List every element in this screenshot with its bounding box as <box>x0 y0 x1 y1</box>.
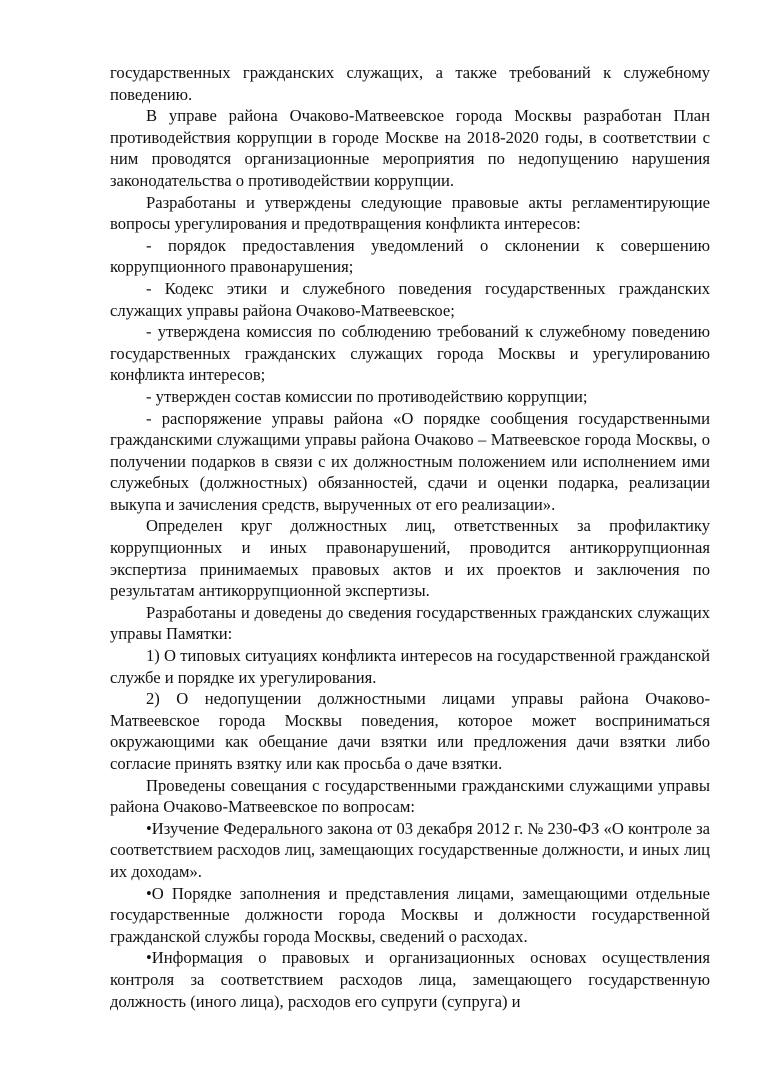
paragraph-12: 2) О недопущении должностными лицами управы района Очаково-Матвеевское города Москвы поведения, которое может восприниматься окружающими как обещание дачи взятки или предложения дачи взятки либо согласие принять взятку или как просьба о даче взятки. <box>110 689 710 773</box>
paragraph-5: - Кодекс этики и служебного поведения государственных гражданских служащих управы района Очаково-Матвеевское; <box>110 278 710 320</box>
paragraph-7: - утвержден состав комиссии по противодействию коррупции; <box>146 386 588 406</box>
paragraph-3: Разработаны и утверждены следующие правовые акты регламентирующие вопросы урегулирования и предотвращения конфликта интересов: <box>110 192 710 234</box>
paragraph-2: В управе района Очаково-Матвеевское города Москвы разработан План противодействия коррупции в городе Москве на 2018-2020 годы, в соответствии с ним проводятся организационные мероприятия по недопущению нарушения законодательства о противодействии коррупции. <box>110 106 710 190</box>
paragraph-10: Разработаны и доведены до сведения государственных гражданских служащих управы Памятки: <box>110 602 710 644</box>
paragraph-8: - распоряжение управы района «О порядке сообщения государственными гражданскими служащими управы района Очаково – Матвеевское города Москвы, о получении подарков в связи с их должностным положением или исполнением ими служебных (должностных) обязанностей, сдачи и оценки подарка, реализации выкупа и зачисления средств, вырученных от его реализации». <box>110 408 710 514</box>
paragraph-16: •Информация о правовых и организационных основах осуществления контроля за соответствием расходов лица, замещающего государственную должность (иного лица), расходов его супруги (супруга) и <box>110 948 710 1011</box>
paragraph-13: Проведены совещания с государственными гражданскими служащими управы района Очаково-Матвеевское по вопросам: <box>110 775 710 817</box>
paragraph-4: - порядок предоставления уведомлений о склонении к совершению коррупционного правонарушения; <box>110 235 710 277</box>
paragraph-15: •О Порядке заполнения и представления лицами, замещающими отдельные государственные должности города Москвы и должности государственной гражданской службы города Москвы, сведений о расходах. <box>110 883 710 946</box>
paragraph-14: •Изучение Федерального закона от 03 декабря 2012 г. № 230-ФЗ «О контроле за соответствием расходов лиц, замещающих государственные должности, и иных лиц их доходам». <box>110 818 710 881</box>
document-page <box>110 62 710 1012</box>
paragraph-9: Определен круг должностных лиц, ответственных за профилактику коррупционных и иных правонарушений, проводится антикоррупционная экспертиза принимаемых правовых актов и их проектов и заключения по результатам антикоррупционной экспертизы. <box>110 516 710 601</box>
paragraph-1: государственных гражданских служащих, а также требований к служебному поведению. <box>110 63 710 104</box>
paragraph-11: 1) О типовых ситуациях конфликта интересов на государственной гражданской службе и порядке их урегулирования. <box>110 646 710 687</box>
paragraph-6: - утверждена комиссия по соблюдению требований к служебному поведению государственных гражданских служащих города Москвы и урегулированию конфликта интересов; <box>110 322 710 385</box>
